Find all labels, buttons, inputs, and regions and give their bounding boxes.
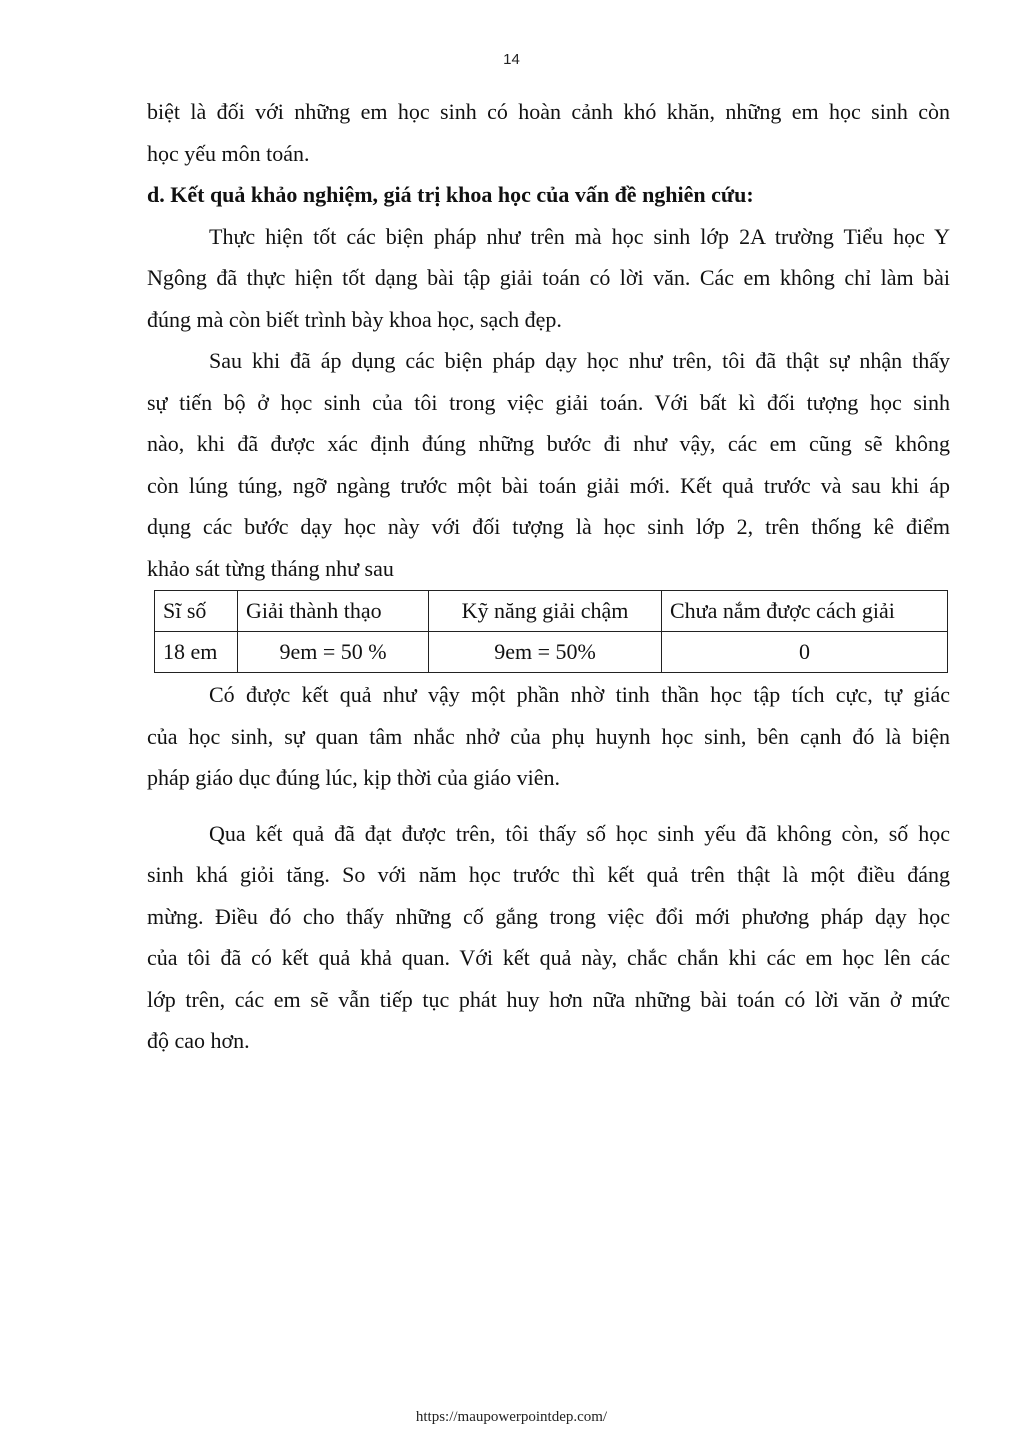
text-line: lớp trên, các em sẽ vẫn tiếp tục phát huy hơn nữa những bài toán có lời văn ở mức xyxy=(147,986,950,1012)
text-line: pháp giáo dục đúng lúc, kịp thời của giáo viên. xyxy=(147,765,561,790)
text-line: mừng. Điều đó cho thấy những cố gắng trong việc đổi mới phương pháp dạy học xyxy=(147,903,950,929)
text-line: còn lúng túng, ngỡ ngàng trước một bài toán giải mới. Kết quả trước và sau khi áp xyxy=(147,472,950,498)
text-line: dụng các bước dạy học này với đối tượng là học sinh lớp 2, trên thống kê điểm xyxy=(147,514,950,539)
table-header-cell: Sĩ số xyxy=(155,591,238,632)
text-line: độ cao hơn. xyxy=(147,1028,250,1053)
text-line: sự tiến bộ ở học sinh của tôi trong việc giải toán. Với bất kì đối tượng học sinh xyxy=(147,389,950,415)
footer-url: https://maupowerpointdep.com/ xyxy=(415,1409,608,1425)
paragraph-progress xyxy=(147,340,950,589)
table-header-cell: Kỹ năng giải chậm xyxy=(429,591,662,632)
paragraph-conclusion xyxy=(147,813,950,1062)
table-header-row xyxy=(155,591,948,632)
text-line: biệt là đối với những em học sinh có hoàn cảnh khó khăn, những em học sinh còn xyxy=(147,99,950,124)
text-line: của học sinh, sự quan tâm nhắc nhở của phụ huynh học sinh, bên cạnh đó là biện xyxy=(147,723,950,749)
text-line: khảo sát từng tháng như sau xyxy=(147,555,394,581)
table-cell: 9em = 50% xyxy=(429,632,662,673)
table-header-cell: Giải thành thạo xyxy=(238,591,429,632)
text-line: học yếu môn toán. xyxy=(147,140,310,166)
document-body xyxy=(147,91,950,1062)
paragraph-reasons xyxy=(147,674,950,799)
text-line: của tôi đã có kết quả khả quan. Với kết quả này, chắc chắn khi các em học lên các xyxy=(147,945,950,970)
table-cell: 9em = 50 % xyxy=(238,632,429,673)
table-row xyxy=(155,632,948,673)
section-heading: d. Kết quả khảo nghiệm, giá trị khoa học của vấn đề nghiên cứu: xyxy=(147,182,754,207)
text-line: Ngông đã thực hiện tốt dạng bài tập giải toán có lời văn. Các em không chỉ làm bài xyxy=(147,265,950,290)
table-header-cell: Chưa nắm được cách giải xyxy=(662,591,948,632)
text-line: sinh khá giỏi tăng. So với năm học trước thì kết quả trên thật là một điều đáng xyxy=(147,862,950,887)
text-line: Thực hiện tốt các biện pháp như trên mà học sinh lớp 2A trường Tiểu học Y xyxy=(209,223,950,249)
paragraph-spacer xyxy=(147,799,950,813)
text-line: Có được kết quả như vậy một phần nhờ tinh thần học tập tích cực, tự giác xyxy=(209,682,950,707)
text-line: Qua kết quả đã đạt được trên, tôi thấy số học sinh yếu đã không còn, số học xyxy=(209,820,950,846)
page-number: 14 xyxy=(503,51,520,68)
table-cell: 0 xyxy=(662,632,948,673)
text-line: Sau khi đã áp dụng các biện pháp dạy học như trên, tôi đã thật sự nhận thấy xyxy=(209,348,950,373)
table-cell: 18 em xyxy=(155,632,238,673)
results-table xyxy=(154,590,948,673)
text-line: nào, khi đã được xác định đúng những bước đi như vậy, các em cũng sẽ không xyxy=(147,431,950,456)
paragraph-implementation xyxy=(147,216,950,341)
text-line: đúng mà còn biết trình bày khoa học, sạch đẹp. xyxy=(147,306,562,332)
paragraph-intro-continuation xyxy=(147,91,950,174)
